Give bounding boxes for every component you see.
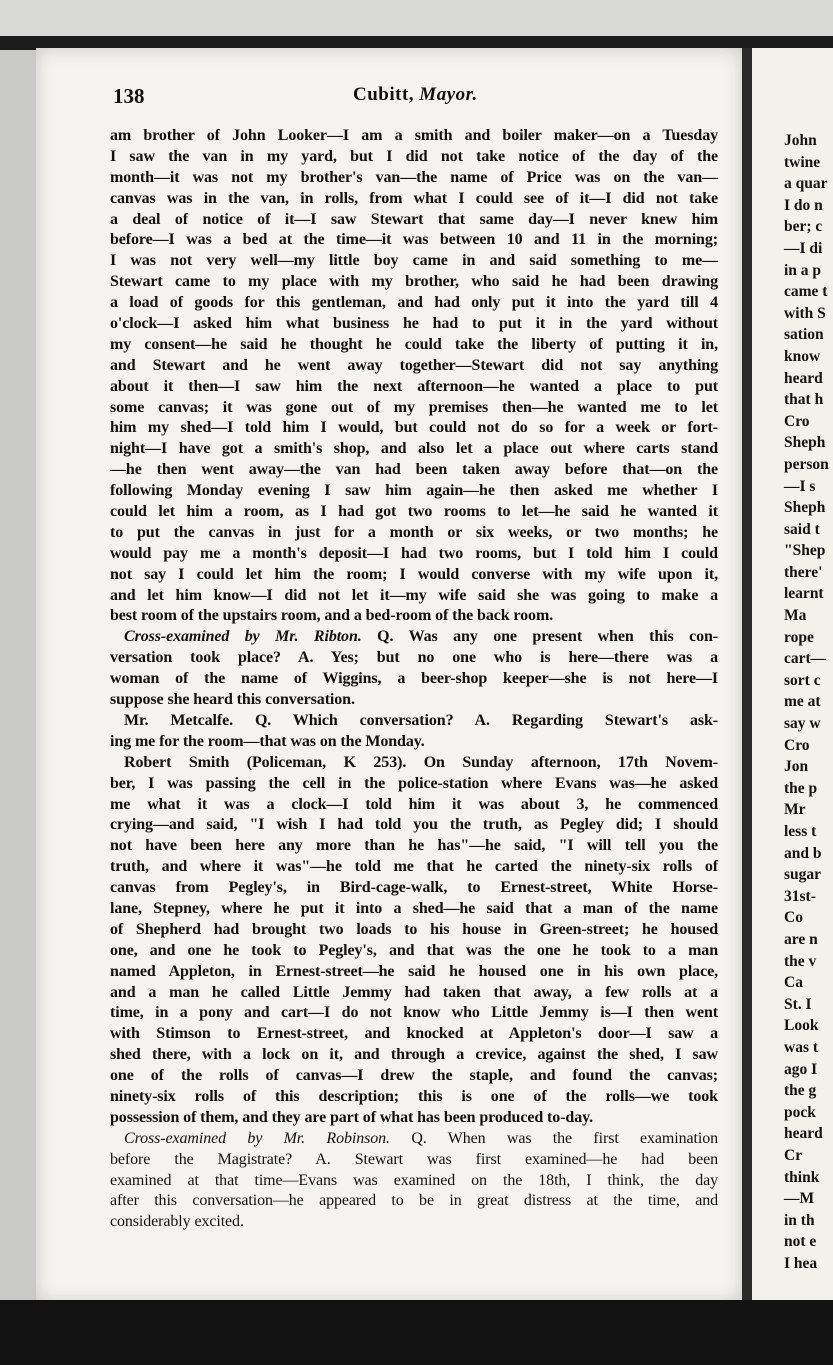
facing-page-line: a quar: [784, 175, 828, 193]
text-line: [110, 356, 718, 377]
facing-page-line: me at: [784, 693, 821, 711]
text-line-content: my consent—he said he thought he could take the liberty of putting it in,: [110, 335, 718, 353]
text-line: [110, 439, 718, 460]
text-line: [110, 523, 718, 544]
text-line: [110, 1150, 718, 1171]
facing-page-line: was t: [784, 1038, 819, 1056]
text-line: [110, 711, 718, 732]
text-line: [110, 774, 718, 795]
facing-page-line: heard: [784, 1125, 823, 1143]
text-line-content: ninety-six rolls of this description; this is one of the rolls—we took: [110, 1087, 718, 1105]
text-line-content: possession of them, and they are part of what has been produced to-day.: [110, 1108, 594, 1126]
facing-page-line: I hea: [784, 1254, 818, 1272]
page-number: 138: [113, 84, 145, 108]
text-line: [110, 210, 718, 231]
facing-page-line: Sheph: [784, 434, 826, 452]
text-line: [110, 377, 718, 398]
facing-page-line: heard: [784, 369, 823, 387]
facing-page-line: ago I: [784, 1060, 818, 1078]
text-line: [110, 878, 718, 899]
facing-page-line: twine: [784, 153, 821, 171]
text-line: [110, 544, 718, 565]
text-line-content: Q. When was the first examination: [411, 1129, 718, 1147]
text-line-content: considerably excited.: [110, 1213, 244, 1231]
facing-page-line: the v: [784, 952, 817, 970]
facing-page-line: Cro: [784, 412, 810, 430]
text-line: [110, 1171, 718, 1192]
text-line: [110, 606, 718, 627]
text-line-content: night—I have got a smith's shop, and also let a place out where carts stand: [110, 440, 718, 458]
text-line-content: a load of goods for this gentleman, and had only put it into the yard till 4: [110, 294, 718, 312]
text-line-content: would pay me a month's deposit—I had two rooms, but I told him I could: [110, 544, 718, 562]
text-line: [110, 230, 718, 251]
text-line: [110, 168, 718, 189]
facing-page-line: sort c: [784, 671, 821, 689]
text-line: [110, 126, 718, 147]
facing-page-line: I do n: [784, 196, 823, 214]
text-line-content: ber, I was passing the cell in the police-station where Evans was—he asked: [110, 774, 718, 792]
facing-page-line: pock: [784, 1103, 816, 1121]
facing-page-line: are n: [784, 930, 818, 948]
text-line: [110, 1003, 718, 1024]
text-line-content: some canvas; it was gone out of my premises then—he wanted me to let: [110, 398, 718, 416]
text-line-content: not say I could let him the room; I would converse with my wife upon it,: [110, 565, 718, 583]
facing-page-line: in a p: [784, 261, 822, 279]
text-line-content: suppose she heard this conversation.: [110, 691, 355, 709]
text-line-content: ing me for the room—that was on the Monday.: [110, 732, 425, 750]
facing-page-line: said t: [784, 520, 820, 538]
text-line: [110, 627, 718, 648]
text-line-content: me what it was a clock—I told him it was about 3, he commenced: [110, 795, 718, 813]
text-line-content: shed there, with a lock on it, and through a crevice, against the shed, I saw: [110, 1046, 718, 1064]
text-line: [110, 836, 718, 857]
facing-page-line: 31st-: [784, 887, 816, 905]
text-line: [110, 335, 718, 356]
text-line-content: crying—and said, "I wish I had told you the truth, as Pegley did; I should: [110, 816, 718, 834]
text-line-content: time, in a pony and cart—I do not know who Little Jemmy is—I then went: [110, 1004, 718, 1022]
text-line: [110, 1087, 718, 1108]
text-line-content: following Monday evening I saw him again—he then asked me whether I: [110, 482, 718, 500]
facing-page-line: think: [784, 1168, 820, 1186]
text-line-content: with Stimson to Ernest-street, and knocked at Appleton's door—I saw a: [110, 1025, 718, 1043]
text-line: [110, 690, 718, 711]
facing-page-line: rope: [784, 628, 814, 646]
facing-page-line: sation: [784, 326, 824, 344]
body-text: [110, 126, 718, 1233]
text-line: [110, 857, 718, 878]
text-line-content: before the Magistrate? A. Stewart was first examined—he had been: [110, 1150, 718, 1168]
text-line: [110, 1066, 718, 1087]
text-line-content: Robert Smith (Policeman, K 253). On Sunday afternoon, 17th Novem-: [124, 753, 718, 771]
facing-page-line: —M: [784, 1190, 815, 1208]
text-line: [110, 983, 718, 1004]
text-line-content: month—it was not my brother's van—the name of Price was on the van—: [110, 168, 718, 186]
text-line: [110, 147, 718, 168]
text-line-content: of Shepherd had brought two loads to his house in Green-street; he housed: [110, 920, 718, 938]
facing-page-line: St. I: [784, 995, 812, 1013]
text-line-content: am brother of John Looker—I am a smith and boiler maker—on a Tuesday: [110, 127, 718, 144]
text-line: [110, 899, 718, 920]
text-line-content: —he then went away—the van had been taken away before that—on the: [110, 461, 718, 479]
facing-page-line: sugar: [784, 866, 822, 884]
text-line-content: one of the rolls of canvas—I drew the staple, and found the canvas;: [110, 1067, 718, 1085]
text-line-content: could let him a room, as I had got two rooms to let—he said he wanted it: [110, 503, 718, 521]
text-line: [110, 460, 718, 481]
text-line-content: canvas from Pegley's, in Bird-cage-walk, to Ernest-street, White Horse-: [110, 879, 718, 897]
facing-page-line: "Shep: [784, 542, 826, 560]
facing-page-line: Sheph: [784, 499, 826, 517]
facing-page-line: cart—: [784, 650, 827, 668]
text-line: [110, 565, 718, 586]
facing-page-line: that h: [784, 391, 824, 409]
facing-page-line: Cr: [784, 1146, 803, 1164]
text-line-content: o'clock—I asked him what business he had to put it in the yard without: [110, 315, 718, 333]
text-line: [110, 586, 718, 607]
facing-page-line: Look: [784, 1017, 819, 1035]
facing-page-line: the p: [784, 779, 818, 797]
facing-page-line: less t: [784, 823, 817, 840]
text-line: [110, 753, 718, 774]
text-line-content: named Appleton, in Ernest-street—he said he housed one in his own place,: [110, 962, 718, 980]
running-head-title: Mayor.: [419, 84, 478, 105]
running-head: [353, 84, 478, 106]
text-line-content: him my shed—I told him I would, but could not do so for a week or fort-: [110, 419, 718, 437]
facing-page-line: —I di: [784, 239, 823, 257]
text-line-content: Q. Was any one present when this con-: [377, 628, 719, 646]
text-line: [110, 502, 718, 523]
facing-page-line: not e: [784, 1233, 817, 1251]
text-line: [110, 1212, 718, 1233]
facing-page: [752, 48, 833, 1302]
text-line-content: I saw the van in my yard, but I did not take notice of the day of the: [110, 147, 718, 165]
facing-page-line: Mr: [784, 801, 806, 819]
text-line-content: one, and one he took to Pegley's, and that was the one he took to a man: [110, 941, 718, 959]
facing-page-line: the g: [784, 1082, 817, 1100]
text-line-content: woman of the name of Wiggins, a beer-shop keeper—she is not here—I: [110, 670, 718, 688]
facing-page-line: in th: [784, 1211, 815, 1229]
text-line-content: a deal of notice of it—I saw Stewart that same day—I never knew him: [110, 210, 718, 228]
text-line: [110, 314, 718, 335]
text-line: [110, 1191, 718, 1212]
text-line: [110, 418, 718, 439]
text-line-content: Mr. Metcalfe. Q. Which conversation? A. Regarding Stewart's ask-: [124, 711, 718, 729]
text-line: [110, 1108, 718, 1129]
text-line-content: to put the canvas in just for a month or six weeks, or two months; he: [110, 523, 718, 541]
facing-page-line: know: [784, 347, 821, 365]
text-line-content: about it then—I saw him the next afternoon—he wanted a place to put: [110, 377, 718, 395]
facing-page-line: John: [784, 132, 817, 149]
text-line-content: before—I was a bed at the time—it was between 10 and 11 in the morning;: [110, 231, 718, 249]
facing-page-line: learnt: [784, 585, 824, 603]
page-header: [73, 84, 633, 112]
running-head-name: Cubitt,: [353, 84, 415, 105]
facing-page-line: person: [784, 455, 829, 473]
facing-page-line: Jon: [784, 758, 809, 776]
text-line-content: versation took place? A. Yes; but no one who is here—there was a: [110, 649, 718, 667]
text-line: [110, 1129, 718, 1150]
text-line: [110, 293, 718, 314]
text-line: [110, 941, 718, 962]
text-line-content: Stewart came to my place with my brother, who said he had been drawing: [110, 273, 718, 291]
facing-page-line: came t: [784, 283, 828, 301]
text-line: [110, 481, 718, 502]
facing-page-text: [784, 130, 833, 1274]
text-line-content: examined at that time—Evans was examined on the 18th, I think, the day: [110, 1171, 718, 1189]
book-gutter: [742, 48, 752, 1302]
text-line-content: I was not very well—my little boy came in and said something to me—: [110, 252, 718, 270]
text-line: [110, 732, 718, 753]
scan-bottom-shadow: [0, 1300, 833, 1365]
cross-examination-label: Cross-examined by Mr. Robinson.: [124, 1129, 390, 1147]
facing-page-line: —I s: [784, 477, 816, 495]
facing-page-line: and b: [784, 844, 822, 862]
text-line: [110, 815, 718, 836]
text-line: [110, 795, 718, 816]
cross-examination-label: Cross-examined by Mr. Ribton.: [124, 628, 362, 646]
facing-page-line: there': [784, 563, 823, 581]
facing-page-line: Cro: [784, 736, 810, 754]
text-line: [110, 1045, 718, 1066]
facing-page-line: say w: [784, 715, 821, 733]
facing-page-line: Co: [784, 909, 803, 927]
facing-page-line: with S: [784, 304, 826, 322]
text-line-content: and Stewart and he went away together—Stewart did not say anything: [110, 356, 718, 374]
text-line-content: and a man he called Little Jemmy had taken that away, a few rolls at a: [110, 983, 718, 1001]
text-line: [110, 669, 718, 690]
text-line-content: canvas was in the van, in rolls, from what I could see of it—I did not take: [110, 189, 718, 207]
text-line: [110, 251, 718, 272]
text-line-content: best room of the upstairs room, and a bed-room of the back room.: [110, 607, 554, 625]
facing-page-line: ber; c: [784, 218, 823, 236]
text-line-content: after this conversation—he appeared to be in great distress at the time, and: [110, 1192, 718, 1210]
text-line-content: lane, Stepney, where he put it into a shed—he said that a man of the name: [110, 899, 718, 917]
text-line-content: and let him know—I did not let it—my wife said she was going to make a: [110, 586, 718, 604]
facing-page-line: Ma: [784, 607, 807, 625]
text-line: [110, 398, 718, 419]
facing-page-line: Ca: [784, 974, 803, 992]
text-line-content: truth, and where it was"—he told me that he carted the ninety-six rolls of: [110, 858, 718, 876]
text-line: [110, 1024, 718, 1045]
text-line-content: not have been here any more than he has"—he said, "I will tell you the: [110, 837, 718, 855]
text-line: [110, 189, 718, 210]
text-line: [110, 962, 718, 983]
text-line: [110, 920, 718, 941]
text-line: [110, 648, 718, 669]
text-line: [110, 272, 718, 293]
